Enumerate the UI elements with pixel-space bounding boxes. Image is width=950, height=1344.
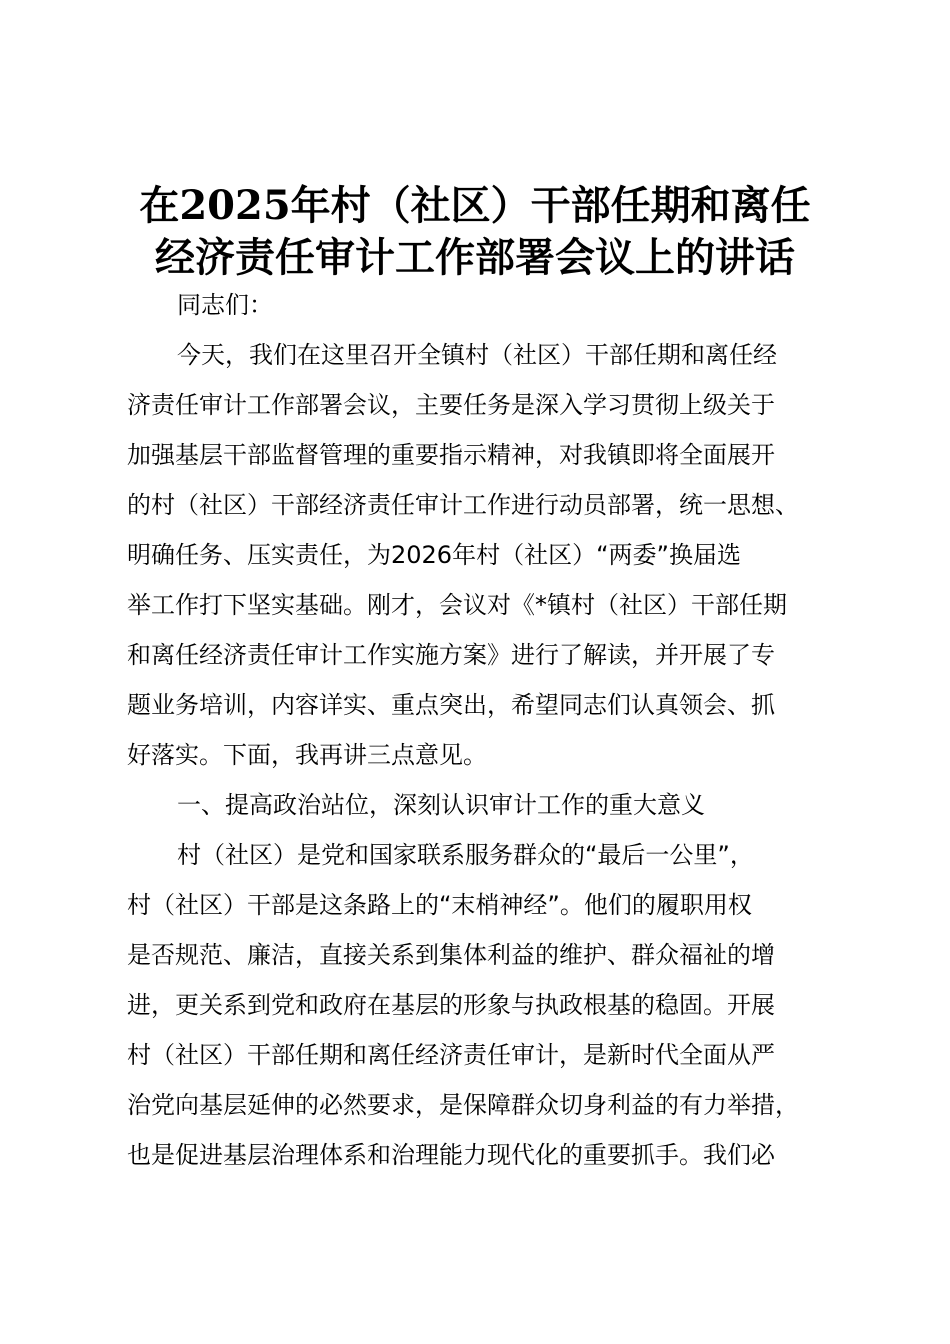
paragraph-line: 好落实。下面，我再讲三点意见。 (127, 741, 487, 769)
document-title-line-1: 在2025年村（社区）干部任期和离任 (139, 182, 811, 229)
document-title-line-2: 经济责任审计工作部署会议上的讲话 (155, 234, 795, 281)
paragraph-line: 也是促进基层治理体系和治理能力现代化的重要抓手。我们必 (127, 1141, 775, 1169)
paragraph-line: 的村（社区）干部经济责任审计工作进行动员部署，统一思想、 (127, 491, 799, 519)
paragraph-line: 明确任务、压实责任，为2026年村（社区）“两委”换届选 (127, 541, 741, 569)
paragraph-line: 和离任经济责任审计工作实施方案》进行了解读，并开展了专 (127, 641, 775, 669)
paragraph-line: 题业务培训，内容详实、重点突出，希望同志们认真领会、抓 (127, 691, 775, 719)
paragraph-opening (127, 330, 847, 780)
paragraph-line: 进，更关系到党和政府在基层的形象与执政根基的稳固。开展 (127, 991, 775, 1019)
salutation-text: 同志们： (177, 291, 273, 319)
paragraph-line: 今天，我们在这里召开全镇村（社区）干部任期和离任经 (177, 341, 777, 369)
paragraph-line: 是否规范、廉洁，直接关系到集体利益的维护、群众福祉的增 (127, 941, 775, 969)
paragraph-line: 村（社区）是党和国家联系服务群众的“最后一公里”， (177, 841, 754, 869)
paragraph-line: 举工作打下坚实基础。刚才，会议对《*镇村（社区）干部任期 (127, 591, 787, 619)
paragraph-section-1 (127, 830, 847, 1180)
paragraph-line: 治党向基层延伸的必然要求，是保障群众切身利益的有力举措， (127, 1091, 799, 1119)
paragraph-line: 加强基层干部监督管理的重要指示精神，对我镇即将全面展开 (127, 441, 775, 469)
paragraph-line: 村（社区）干部是这条路上的“末梢神经”。他们的履职用权 (127, 891, 752, 919)
salutation (127, 280, 847, 330)
paragraph-line: 济责任审计工作部署会议，主要任务是深入学习贯彻上级关于 (127, 391, 775, 419)
paragraph-line: 村（社区）干部任期和离任经济责任审计，是新时代全面从严 (127, 1041, 775, 1069)
section-heading-text: 一、提高政治站位，深刻认识审计工作的重大意义 (177, 791, 705, 819)
section-heading-1 (127, 780, 847, 830)
